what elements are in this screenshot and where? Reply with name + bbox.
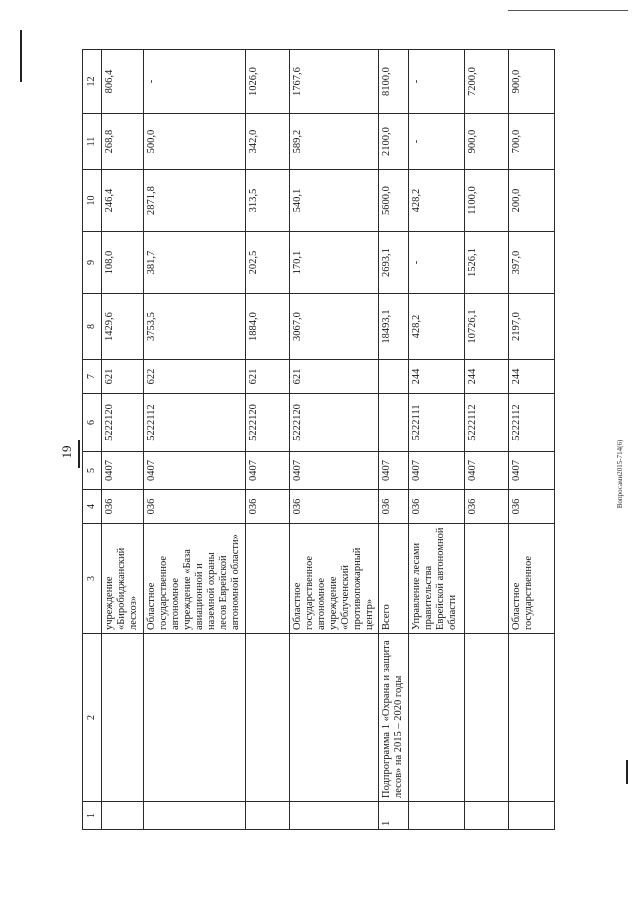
header-cell: 10 <box>83 170 102 232</box>
table-cell: 5222120 <box>289 394 378 452</box>
header-cell: 7 <box>83 360 102 394</box>
table-cell: 0407 <box>508 452 554 490</box>
table-cell: 036 <box>245 490 289 524</box>
header-row <box>83 50 102 830</box>
table-cell <box>102 802 144 830</box>
table-cell <box>102 634 144 802</box>
table-cell: 244 <box>508 360 554 394</box>
scan-artifact-line <box>20 30 22 82</box>
rotated-table-container <box>82 50 534 830</box>
table-cell: - <box>408 50 464 114</box>
table-cell: Областное государственное <box>508 524 554 634</box>
header-cell: 1 <box>83 802 102 830</box>
table-cell: 900,0 <box>464 114 508 170</box>
table-cell <box>378 394 408 452</box>
table-cell: 381,7 <box>144 232 246 294</box>
table-cell: 1429,6 <box>102 294 144 360</box>
table-cell: 18493,1 <box>378 294 408 360</box>
scan-artifact-line <box>508 10 628 11</box>
table-cell: 622 <box>144 360 246 394</box>
table-cell: 5222111 <box>408 394 464 452</box>
table-row <box>378 50 408 830</box>
table-cell: 540,1 <box>289 170 378 232</box>
table-cell: 5600,0 <box>378 170 408 232</box>
table-cell: 0407 <box>408 452 464 490</box>
table-cell: 428,2 <box>408 294 464 360</box>
header-cell: 4 <box>83 490 102 524</box>
table-cell: 589,2 <box>289 114 378 170</box>
table-cell: учреждение «Биробиджанский лесхоз» <box>102 524 144 634</box>
table-cell <box>144 634 246 802</box>
table-cell: 313,5 <box>245 170 289 232</box>
table-cell <box>408 634 464 802</box>
table-cell <box>144 802 246 830</box>
table-cell: - <box>144 50 246 114</box>
table-cell: 0407 <box>144 452 246 490</box>
table-cell: 7200,0 <box>464 50 508 114</box>
table-cell <box>289 802 378 830</box>
table-cell: 036 <box>289 490 378 524</box>
table-cell: 2871,8 <box>144 170 246 232</box>
table-cell <box>245 634 289 802</box>
table-cell: 036 <box>378 490 408 524</box>
header-cell: 2 <box>83 634 102 802</box>
table-cell <box>464 524 508 634</box>
table-cell: Управление лесами правительства Еврейской автономной области <box>408 524 464 634</box>
table-cell <box>508 802 554 830</box>
table-cell: 5222112 <box>144 394 246 452</box>
table-cell <box>464 634 508 802</box>
table-cell: 10726,1 <box>464 294 508 360</box>
table-cell: 0407 <box>378 452 408 490</box>
table-cell: 3067,0 <box>289 294 378 360</box>
table-cell: 1 <box>378 802 408 830</box>
table-cell: 3753,5 <box>144 294 246 360</box>
table-cell <box>408 802 464 830</box>
table-cell: 036 <box>102 490 144 524</box>
header-cell: 12 <box>83 50 102 114</box>
table-row <box>245 50 289 830</box>
table-cell: 900,0 <box>508 50 554 114</box>
table-cell: 036 <box>144 490 246 524</box>
scan-artifact-line <box>626 760 628 784</box>
header-cell: 3 <box>83 524 102 634</box>
table-cell: 1767,6 <box>289 50 378 114</box>
table-cell: 0407 <box>102 452 144 490</box>
table-cell <box>245 524 289 634</box>
header-cell: 6 <box>83 394 102 452</box>
table-cell: 1026,0 <box>245 50 289 114</box>
table-cell: 5222112 <box>508 394 554 452</box>
table-cell: 108,0 <box>102 232 144 294</box>
page-number: 19 <box>59 445 74 459</box>
table-cell: 2100,0 <box>378 114 408 170</box>
table-cell: 2693,1 <box>378 232 408 294</box>
table-cell: - <box>408 114 464 170</box>
table-cell: 036 <box>464 490 508 524</box>
table-cell: 2197,0 <box>508 294 554 360</box>
table-row <box>508 50 554 830</box>
table-cell <box>378 360 408 394</box>
table-cell: Всего <box>378 524 408 634</box>
table-cell: 428,2 <box>408 170 464 232</box>
table-cell: 268,8 <box>102 114 144 170</box>
table-cell: 1100,0 <box>464 170 508 232</box>
header-cell: 8 <box>83 294 102 360</box>
table-cell: 0407 <box>289 452 378 490</box>
table-row <box>102 50 144 830</box>
table-row <box>144 50 246 830</box>
header-cell: 5 <box>83 452 102 490</box>
table-cell: 0407 <box>245 452 289 490</box>
table-cell: 700,0 <box>508 114 554 170</box>
table-row <box>408 50 464 830</box>
table-cell: 8100,0 <box>378 50 408 114</box>
document-stamp: Вопросами2015-714(6) <box>616 439 624 509</box>
table-cell: 342,0 <box>245 114 289 170</box>
scan-artifact-line <box>78 440 80 468</box>
table-cell: 5222112 <box>464 394 508 452</box>
table-cell <box>289 634 378 802</box>
table-cell: 246,4 <box>102 170 144 232</box>
table-cell: 036 <box>408 490 464 524</box>
table-cell: 806,4 <box>102 50 144 114</box>
table-cell: 170,1 <box>289 232 378 294</box>
budget-table <box>82 49 555 830</box>
table-cell: Областное государственное автономное учреждение «Облученский противопожарный центр» <box>289 524 378 634</box>
table-cell: 200,0 <box>508 170 554 232</box>
table-row <box>289 50 378 830</box>
table-row <box>464 50 508 830</box>
table-cell: 5222120 <box>102 394 144 452</box>
table-cell: 621 <box>102 360 144 394</box>
table-cell: 500,0 <box>144 114 246 170</box>
table-cell <box>508 634 554 802</box>
table-cell: 1526,1 <box>464 232 508 294</box>
table-cell <box>464 802 508 830</box>
header-cell: 11 <box>83 114 102 170</box>
table-cell: 0407 <box>464 452 508 490</box>
table-cell: 1884,0 <box>245 294 289 360</box>
table-cell: 5222120 <box>245 394 289 452</box>
table-cell <box>245 802 289 830</box>
table-cell: Подпрограмма 1 «Охрана и защита лесов» на 2015 – 2020 годы <box>378 634 408 802</box>
table-cell: 621 <box>289 360 378 394</box>
table-cell: 036 <box>508 490 554 524</box>
table-cell: 397,0 <box>508 232 554 294</box>
table-cell: 621 <box>245 360 289 394</box>
table-cell: 202,5 <box>245 232 289 294</box>
table-cell: 244 <box>464 360 508 394</box>
header-cell: 9 <box>83 232 102 294</box>
table-cell: 244 <box>408 360 464 394</box>
table-cell: Областное государственное автономное учреждение «База авиационной и наземной охраны лесов Еврейской автономной области» <box>144 524 246 634</box>
table-cell: - <box>408 232 464 294</box>
